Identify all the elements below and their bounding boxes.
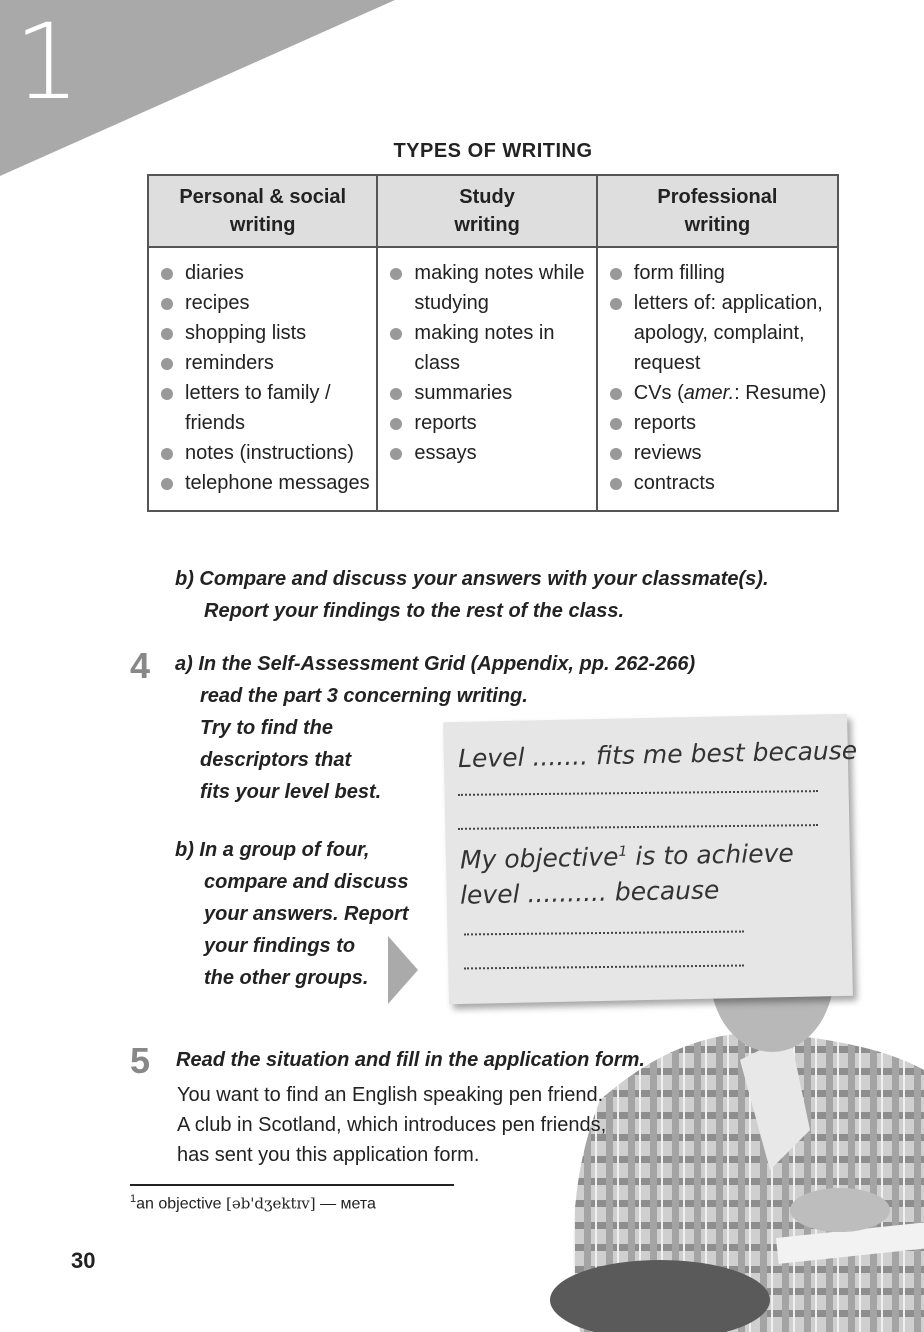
note-line-level: Level ....... fits me best because (457, 735, 858, 774)
ex4b-line2: compare and discuss (204, 871, 409, 893)
table-header-row (148, 175, 838, 247)
header-study (377, 175, 596, 247)
list-item: reminders (157, 348, 372, 378)
exercise-5-number: 5 (130, 1040, 151, 1081)
list-item: summaries (386, 378, 591, 408)
footnote-rule (130, 1184, 454, 1186)
footnote-marker: 1 (130, 1193, 137, 1205)
cv-text-italic: amer. (683, 382, 735, 404)
ex4a-line4: descriptors that (200, 749, 352, 771)
list-item: reviews (606, 438, 833, 468)
header-personal-line2: writing (229, 214, 296, 236)
ex5-text-line2: A club in Scotland, which introduces pen friends, (177, 1114, 607, 1136)
footnote-term: an objective (136, 1195, 222, 1213)
list-item: making notes in class (386, 318, 591, 378)
page-number: 30 (71, 1248, 96, 1273)
personal-writing-list (157, 258, 372, 498)
table-body-row (148, 247, 838, 511)
exercise-4-number: 4 (130, 645, 151, 686)
writing-types-table (147, 174, 839, 512)
list-item-cv (606, 378, 833, 408)
ex5-text-line1: You want to find an English speaking pen friend. (177, 1084, 604, 1106)
footnote-translation: — мета (315, 1195, 376, 1213)
footnote-ipa: [əb'dʒektɪv] (225, 1194, 316, 1213)
ex3b-line1: b) Compare and discuss your answers with your classmate(s). (175, 568, 769, 590)
professional-writing-cell (597, 247, 838, 511)
header-professional-line2: writing (684, 214, 751, 236)
list-item: reports (606, 408, 833, 438)
list-item: recipes (157, 288, 372, 318)
header-professional (597, 175, 838, 247)
list-item: contracts (606, 468, 833, 498)
note-objective-text: My objective (459, 842, 619, 875)
list-item: letters of: application, apology, complaint, request (606, 288, 833, 378)
cv-text-after: : Resume) (734, 382, 827, 404)
header-personal (148, 175, 377, 247)
personal-writing-cell (148, 247, 377, 511)
header-personal-line1: Personal & social (179, 186, 347, 208)
note-footnote-marker: 1 (618, 843, 628, 860)
list-item: essays (386, 438, 591, 468)
note-objective-text-after: is to achieve (627, 838, 795, 871)
ex4a-line5: fits your level best. (200, 781, 382, 803)
header-study-line1: Study (459, 186, 515, 208)
list-item: reports (386, 408, 591, 438)
ex5-text-line3: has sent you this application form. (177, 1144, 480, 1166)
footnote (130, 1193, 376, 1213)
ex4b-line5: the other groups. (204, 967, 369, 989)
list-item: telephone messages (157, 468, 372, 498)
arrow-right-icon (388, 936, 418, 1004)
ex4b-line1: b) In a group of four, (175, 839, 370, 861)
unit-number: 1 (14, 1, 81, 123)
list-item: notes (instructions) (157, 438, 372, 468)
ex4b-line3: your answers. Report (204, 903, 409, 925)
ex3b-line2: Report your findings to the rest of the class. (204, 600, 625, 622)
list-item: diaries (157, 258, 372, 288)
list-item: form filling (606, 258, 833, 288)
ex4a-line2: read the part 3 concerning writing. (200, 685, 528, 707)
ex4a-line1: a) In the Self-Assessment Grid (Appendix, pp. 262-266) (175, 653, 696, 675)
cv-text-before: CVs ( (633, 382, 684, 404)
list-item: letters to family / friends (157, 378, 372, 438)
header-professional-line1: Professional (657, 186, 778, 208)
ex5-instruction: Read the situation and fill in the application form. (176, 1049, 645, 1071)
header-study-line2: writing (454, 214, 520, 236)
professional-writing-list (606, 258, 833, 498)
list-item: shopping lists (157, 318, 372, 348)
list-item: making notes while studying (386, 258, 591, 318)
study-writing-list (386, 258, 591, 468)
ex4b-line4: your findings to (204, 935, 356, 957)
table-title: TYPES OF WRITING (393, 140, 593, 162)
note-line-level-because: level .......... because (459, 875, 720, 910)
study-writing-cell (377, 247, 596, 511)
ex4a-line3: Try to find the (200, 717, 333, 739)
